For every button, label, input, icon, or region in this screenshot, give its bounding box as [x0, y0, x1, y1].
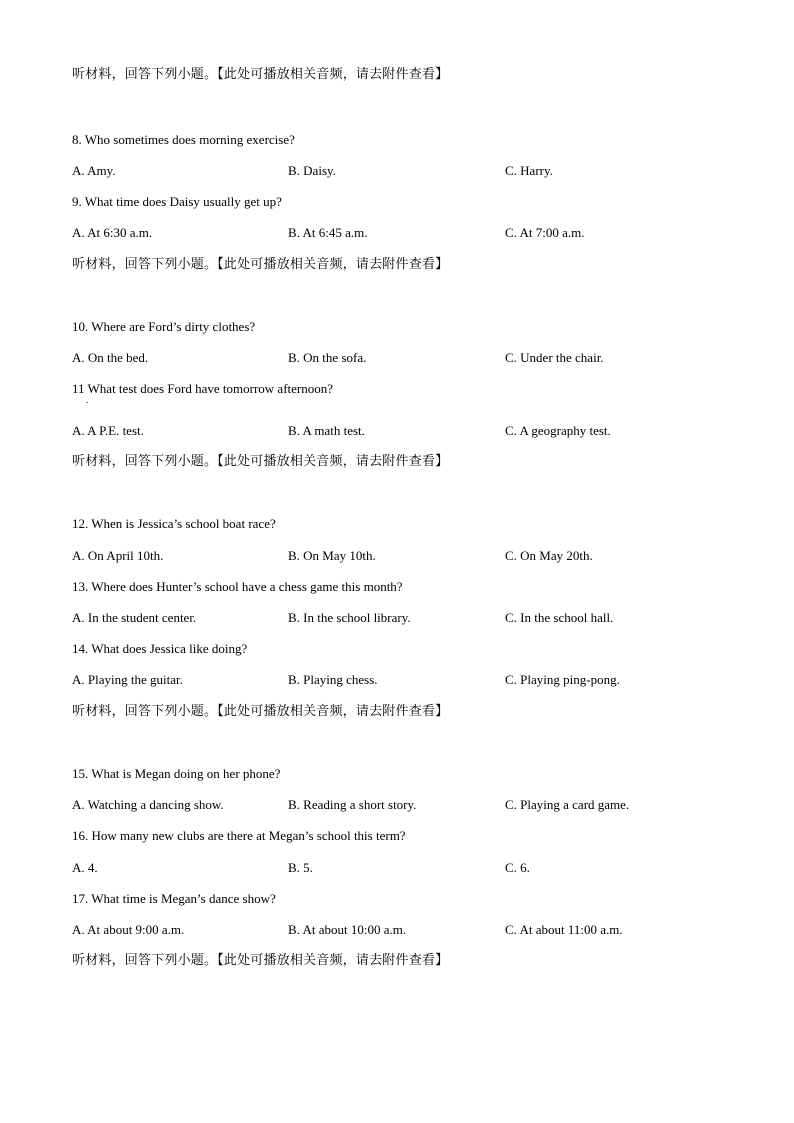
question-17-option-a: A. At about 9:00 a.m. [72, 922, 185, 937]
question-12: 12. When is Jessica’s school boat race? [72, 516, 276, 531]
question-11-option-c: C. A geography test. [505, 423, 611, 438]
question-9-option-a: A. At 6:30 a.m. [72, 225, 153, 240]
question-13-option-c: C. In the school hall. [505, 610, 614, 625]
question-17: 17. What time is Megan’s dance show? [72, 891, 276, 906]
question-13-option-b: B. In the school library. [288, 610, 411, 625]
question-8: 8. Who sometimes does morning exercise? [72, 132, 295, 147]
question-15-option-a: A. Watching a dancing show. [72, 797, 224, 812]
question-15: 15. What is Megan doing on her phone? [72, 766, 281, 781]
question-9: 9. What time does Daisy usually get up? [72, 194, 282, 209]
question-8-option-a: A. Amy. [72, 163, 116, 178]
question-10-option-a: A. On the bed. [72, 350, 149, 365]
question-12-option-a: A. On April 10th. [72, 548, 164, 563]
question-16-option-c: C. 6. [505, 860, 530, 875]
question-14-option-a: A. Playing the guitar. [72, 672, 183, 687]
question-8-option-c: C. Harry. [505, 163, 553, 178]
question-11-option-a: A. A P.E. test. [72, 423, 144, 438]
section-instruction-4: 听材料，回答下列小题。【此处可播放相关音频，请去附件查看】 [72, 704, 449, 719]
question-12-option-b: B. On May 10th. [288, 548, 376, 563]
question-16-option-a: A. 4. [72, 860, 98, 875]
question-10-option-c: C. Under the chair. [505, 350, 604, 365]
question-12-option-c: C. On May 20th. [505, 548, 593, 563]
question-10: 10. Where are Ford’s dirty clothes? [72, 319, 256, 334]
section-instruction-1: 听材料，回答下列小题。【此处可播放相关音频，请去附件查看】 [72, 67, 449, 82]
question-8-option-b: B. Daisy. [288, 163, 336, 178]
question-11-mark: . [86, 395, 89, 405]
question-9-option-c: C. At 7:00 a.m. [505, 225, 585, 240]
question-11: 11 What test does Ford have tomorrow afternoon? [72, 381, 334, 396]
question-13: 13. Where does Hunter’s school have a chess game this month? [72, 579, 403, 594]
question-16-option-b: B. 5. [288, 860, 313, 875]
section-instruction-5: 听材料，回答下列小题。【此处可播放相关音频，请去附件查看】 [72, 953, 449, 968]
question-16: 16. How many new clubs are there at Megan’s school this term? [72, 828, 406, 843]
question-10-option-b: B. On the sofa. [288, 350, 367, 365]
question-17-option-b: B. At about 10:00 a.m. [288, 922, 407, 937]
question-15-option-b: B. Reading a short story. [288, 797, 417, 812]
question-17-option-c: C. At about 11:00 a.m. [505, 922, 623, 937]
question-15-option-c: C. Playing a card game. [505, 797, 630, 812]
question-14-option-b: B. Playing chess. [288, 672, 378, 687]
question-11-option-b: B. A math test. [288, 423, 365, 438]
question-14: 14. What does Jessica like doing? [72, 641, 248, 656]
question-13-option-a: A. In the student center. [72, 610, 197, 625]
question-14-option-c: C. Playing ping-pong. [505, 672, 620, 687]
section-instruction-2: 听材料，回答下列小题。【此处可播放相关音频，请去附件查看】 [72, 257, 449, 272]
question-9-option-b: B. At 6:45 a.m. [288, 225, 368, 240]
section-instruction-3: 听材料，回答下列小题。【此处可播放相关音频，请去附件查看】 [72, 454, 449, 469]
